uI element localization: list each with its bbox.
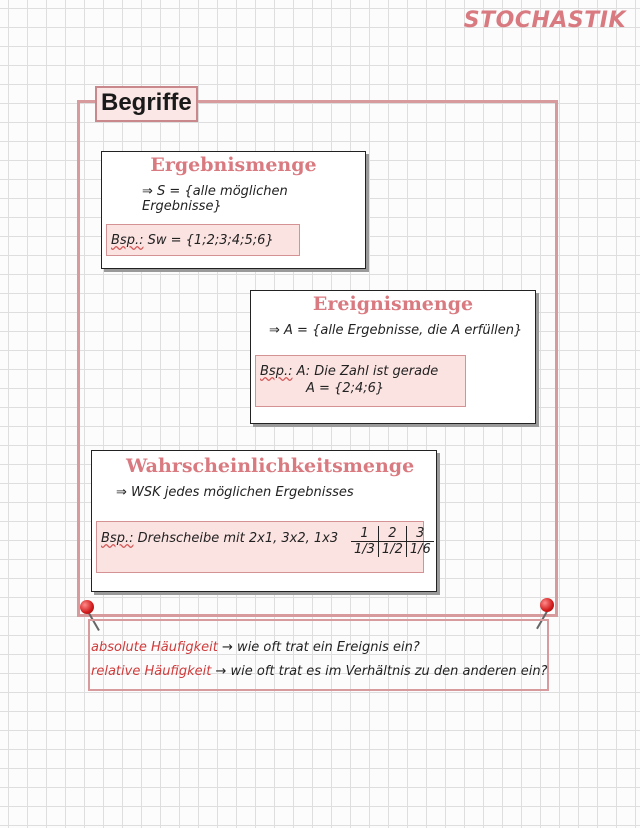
example-text: Sw = {1;2;3;4;5;6} [147,233,274,248]
pin-left-icon [80,600,94,614]
card-title: Ergebnismenge [150,154,317,176]
example-line-2: A = {2;4;6} [306,381,385,396]
page-title: STOCHASTIK [463,8,626,33]
example-label: Bsp.: [260,364,293,379]
card-definition: ⇒ A = {alle Ergebnisse, die A erfüllen} [269,323,523,338]
card-title: Ereignismenge [312,293,474,315]
example-box [106,224,300,256]
table-probability: 1/6 [406,542,433,558]
definition-line [91,664,547,679]
example-box [96,521,431,573]
definition-explanation: → wie oft trat ein Ereignis ein? [222,640,420,655]
example-label: Bsp.: [111,233,144,248]
pin-right-icon [540,598,554,612]
table-value: 1 [351,526,378,542]
definitions-frame [88,619,549,691]
probability-table [351,526,434,557]
definition-term: relative Häufigkeit [91,664,212,679]
card-title: Wahrscheinlichkeitsmenge [126,455,415,477]
wahrscheinlichkeitsmenge-card [91,450,437,592]
card-definition: ⇒ S = {alle möglichen Ergebnisse} [142,184,288,214]
table-value: 3 [406,526,433,542]
definition-explanation: → wie oft trat es im Verhältnis zu den anderen ein? [215,664,548,679]
definition-term: absolute Häufigkeit [91,640,218,655]
card-definition: ⇒ WSK jedes möglichen Ergebnisses [116,485,354,500]
example-label: Bsp.: [101,531,134,546]
table-probability: 1/2 [378,542,406,558]
table-value: 2 [378,526,406,542]
example-text: Drehscheibe mit 2x1, 3x2, 1x3 [137,531,339,546]
ergebnismenge-card [101,151,366,269]
definition-line [91,640,420,655]
ereignismenge-card [250,290,536,424]
example-line-1: A: Die Zahl ist gerade [296,364,439,379]
table-probability: 1/3 [354,542,375,557]
example-box [255,355,466,407]
section-title: Begriffe [95,86,198,122]
